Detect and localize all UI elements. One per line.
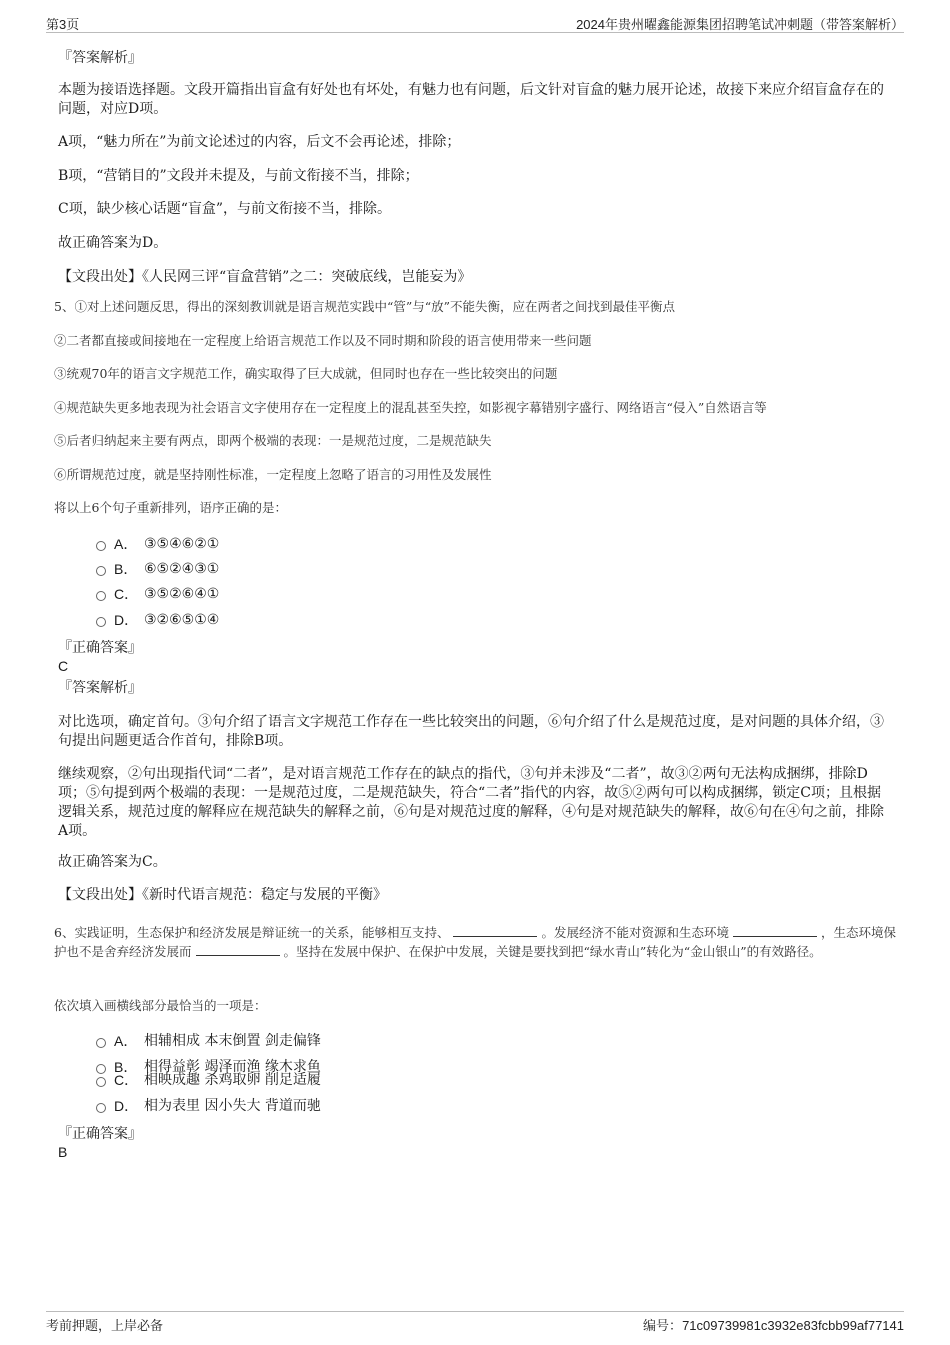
radio-icon[interactable] [96, 566, 106, 576]
question-sentence: ⑥所谓规范过度，就是坚持刚性标准，一定程度上忽略了语言的习用性及发展性 [54, 467, 492, 482]
question-stem: 6、实践证明，生态保护和经济发展是辩证统一的关系，能够相互支持、 。发展经济不能对资源和生态环境 ，生态环境保护也不是舍弃经济发展而 。坚持在发展中保护、在保护中发展，关键是要找到把“绿水青山”转化为“金山银山”的有效路径。 [54, 925, 896, 959]
document-title: 2024年贵州曜鑫能源集团招聘笔试冲刺题（带答案解析） [576, 17, 904, 32]
option-d[interactable]: D． ③②⑥⑤①④ [96, 611, 219, 630]
analysis-paragraph: C项，缺少核心话题“盲盒”，与前文衔接不当，排除。 [58, 201, 392, 217]
source-citation: 【文段出处】《新时代语言规范：稳定与发展的平衡》 [58, 887, 387, 903]
blank-2 [733, 924, 817, 937]
analysis-paragraph: 本题为接语选择题。文段开篇指出盲盒有好处也有坏处，有魅力也有问题，后文针对盲盒的魅力展开论述，故接下来应介绍盲盒存在的问题，对应D项。 [58, 82, 884, 117]
analysis-paragraph: A项，“魅力所在”为前文论述过的内容，后文不会再论述，排除； [58, 134, 461, 150]
footer-divider [46, 1311, 904, 1312]
answer-label: 『正确答案』 [58, 640, 142, 656]
answer-value: C [58, 658, 69, 674]
question-prompt: 依次填入画横线部分最恰当的一项是： [54, 998, 267, 1013]
radio-icon[interactable] [96, 1103, 106, 1113]
option-a[interactable]: A． 相辅相成 本末倒置 剑走偏锋 [96, 1032, 321, 1051]
answer-value: B [58, 1144, 68, 1160]
option-b[interactable]: B． ⑥⑤②④③① [96, 560, 219, 579]
answer-label: 『正确答案』 [58, 1126, 142, 1142]
radio-icon[interactable] [96, 1038, 106, 1048]
question-sentence: ⑤后者归纳起来主要有两点，即两个极端的表现：一是规范过度，二是规范缺失 [54, 433, 492, 448]
question-sentence: ④规范缺失更多地表现为社会语言文字使用存在一定程度上的混乱甚至失控，如影视字幕错别字盛行、网络语言“侵入”自然语言等 [54, 400, 767, 415]
analysis-paragraph: 对比选项，确定首句。③句介绍了语言文字规范工作存在一些比较突出的问题，⑥句介绍了什么是规范过度，是对问题的具体介绍，③句提出问题更适合作首句，排除B项。 [58, 714, 884, 749]
analysis-conclusion: 故正确答案为D。 [58, 235, 168, 251]
option-a[interactable]: A． ③⑤④⑥②① [96, 535, 219, 554]
document-code: 编号：71c09739981c3932e83fcbb99af77141 [643, 1318, 904, 1334]
page-number: 第3页 [46, 17, 80, 32]
footer-slogan: 考前押题，上岸必备 [46, 1319, 164, 1334]
blank-1 [453, 924, 537, 937]
blank-3 [196, 943, 280, 956]
option-d[interactable]: D． 相为表里 因小失大 背道而驰 [96, 1097, 321, 1116]
radio-icon[interactable] [96, 1077, 106, 1087]
analysis-label: 『答案解析』 [58, 680, 142, 696]
question-sentence: ③统观70年的语言文字规范工作，确实取得了巨大成就，但同时也存在一些比较突出的问题 [54, 366, 558, 381]
question-sentence: ②二者都直接或间接地在一定程度上给语言规范工作以及不同时期和阶段的语言使用带来一些问题 [54, 333, 592, 348]
header-divider [46, 32, 904, 33]
source-citation: 【文段出处】《人民网三评“盲盒营销”之二：突破底线，岂能妄为》 [58, 269, 472, 285]
analysis-paragraph: 继续观察，②句出现指代词“二者”，是对语言规范工作存在的缺点的指代，③句并未涉及“二者”，故③②两句无法构成捆绑，排除D项；⑤句提到两个极端的表现：一是规范过度，二是规范缺失，符合“二者”指代的内容，故⑤②两句可以构成捆绑，锁定C项；且根据逻辑关系，规范过度的解释应在规范缺失的解释之前，⑥句是对规范过度的解释，④句是对规范缺失的解释，故⑥句在④句之前，排除A项。 [58, 766, 884, 839]
option-b[interactable]: B． 相得益彰 竭泽而渔 缘木求鱼 [96, 1058, 321, 1077]
option-c[interactable]: C． 相映成趣 杀鸡取卵 削足适履 [96, 1071, 321, 1090]
analysis-paragraph: B项，“营销目的”文段并未提及，与前文衔接不当，排除； [58, 168, 419, 184]
radio-icon[interactable] [96, 617, 106, 627]
question-prompt: 将以上6个句子重新排列，语序正确的是： [54, 500, 287, 515]
radio-icon[interactable] [96, 541, 106, 551]
radio-icon[interactable] [96, 591, 106, 601]
analysis-label: 『答案解析』 [58, 50, 142, 66]
analysis-conclusion: 故正确答案为C。 [58, 854, 167, 870]
question-sentence: 5、①对上述问题反思，得出的深刻教训就是语言规范实践中“管”与“放”不能失衡，应在两者之间找到最佳平衡点 [54, 299, 676, 314]
option-c[interactable]: C． ③⑤②⑥④① [96, 585, 219, 604]
